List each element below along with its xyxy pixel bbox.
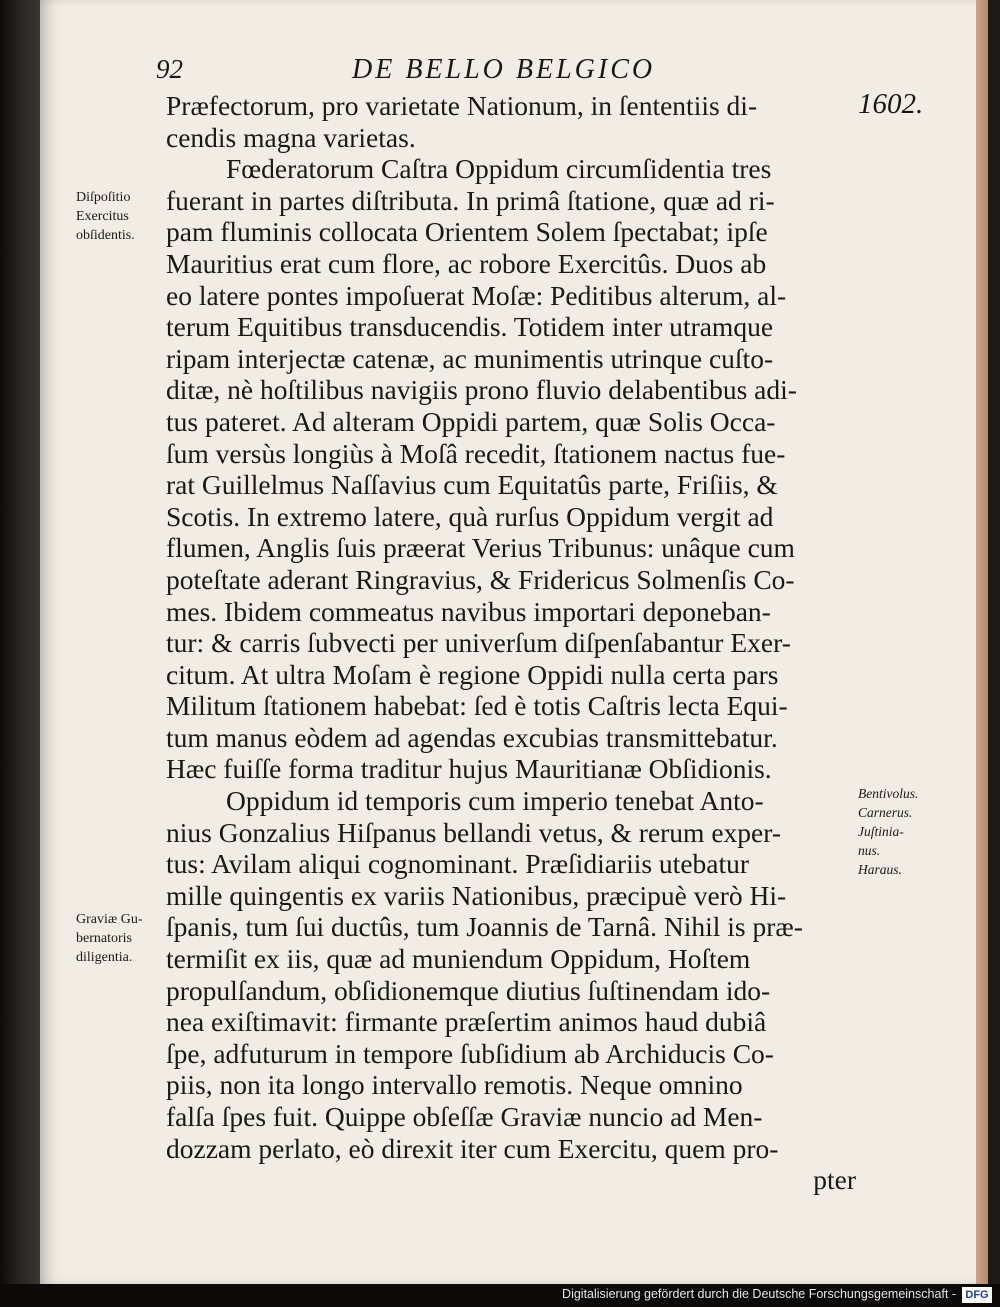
text-line: nius Gonzalius Hiſpanus bellandi vetus, & rerum exper- <box>166 816 782 848</box>
text-line: eo latere pontes impoſuerat Moſæ: Peditibus alterum, al- <box>166 279 787 311</box>
marginal-note-dispositio <box>76 188 135 245</box>
marginal-line: Haraus. <box>858 862 902 877</box>
body-text <box>166 90 856 1196</box>
text-line: ſpe, adfuturum in tempore ſubſidium ab Archiducis Co- <box>166 1037 774 1069</box>
marginal-line: obſidentis. <box>76 228 135 243</box>
text-line: ripam interjectæ catenæ, ac munimentis utrinque cuſto- <box>166 342 774 374</box>
text-line: nea exiſtimavit: firmante præſertim animos haud dubiâ <box>166 1006 767 1038</box>
text-line: Scotis. In extremo latere, quà rurſus Oppidum vergit ad <box>166 500 774 532</box>
text-line: citum. At ultra Moſam è regione Oppidi nulla certa pars <box>166 658 779 690</box>
text-line: tus: Avilam aliqui cognominant. Præſidiariis utebatur <box>166 848 750 880</box>
text-line: dozzam perlato, eò direxit iter cum Exercitu, quem pro- <box>166 1132 779 1164</box>
page-number: 92 <box>156 54 183 84</box>
text-line: piis, non ita longo intervallo remotis. Neque omnino <box>166 1069 743 1101</box>
text-line: Præfectorum, pro varietate Nationum, in ſententiis di- <box>166 90 758 121</box>
text-line: ſum versùs longiùs à Moſâ recedit, ſtationem nactus fue- <box>166 437 786 469</box>
text-line: tus pateret. Ad alteram Oppidi partem, quæ Solis Occa- <box>166 405 776 437</box>
year-marginal: 1602. <box>858 88 924 120</box>
text-line: Fœderatorum Caſtra Oppidum circumſidentia tres <box>226 153 772 185</box>
text-line: termiſit ex iis, quæ ad muniendum Oppidum, Hoſtem <box>166 943 751 975</box>
text-line: Militum ſtationem habebat: ſed è totis Caſtris lecta Equi- <box>166 690 788 722</box>
marginal-line: Bentivolus. <box>858 786 919 801</box>
marginal-line: Diſpoſitio <box>76 190 131 205</box>
footer-credit: Digitalisierung gefördert durch die Deutsche Forschungsgemeinschaft - <box>562 1287 956 1301</box>
marginal-line: Graviæ Gu- <box>76 912 143 927</box>
text-line: tum manus eòdem ad agendas excubias transmittebatur. <box>166 721 778 753</box>
marginal-note-names <box>858 784 918 879</box>
text-line: pam fluminis collocata Orientem Solem ſpectabat; ipſe <box>166 216 768 248</box>
dfg-logo-icon: DFG <box>962 1287 992 1303</box>
book-binding-edge <box>0 0 40 1307</box>
marginal-line: Juſtinia- <box>858 824 904 839</box>
text-line: flumen, Anglis ſuis præerat Verius Tribunus: unâque cum <box>166 532 795 564</box>
marginal-line: nus. <box>858 843 881 858</box>
text-line: ditæ, nè hoſtilibus navigiis prono fluvio delabentibus adi- <box>166 374 797 406</box>
marginal-line: Carnerus. <box>858 805 913 820</box>
text-line: tur: & carris ſubvecti per univerſum diſpenſabantur Exer- <box>166 627 791 659</box>
digitization-footer <box>0 1284 1000 1307</box>
text-line: cendis magna varietas. <box>166 121 416 153</box>
running-title: DE BELLO BELGICO <box>352 54 656 85</box>
page-header <box>0 50 1000 90</box>
text-line: falſa ſpes fuit. Quippe obſeſſæ Graviæ nuncio ad Men- <box>166 1101 763 1132</box>
text-line: ſpanis, tum ſui ductûs, tum Joannis de Tarnâ. Nihil is præ- <box>166 911 803 943</box>
text-line: mes. Ibidem commeatus navibus importari deponeban- <box>166 595 771 627</box>
text-line: terum Equitibus transducendis. Totidem inter utramque <box>166 311 774 343</box>
page-edge <box>976 0 988 1284</box>
text-line: Mauritius erat cum flore, ac robore Exercitûs. Duos ab <box>166 247 767 279</box>
text-line: rat Guillelmus Naſſavius cum Equitatûs parte, Friſiis, & <box>166 469 778 501</box>
text-line: fuerant in partes diſtributa. In primâ ſtatione, quæ ad ri- <box>166 184 775 216</box>
catchword: pter <box>813 1164 856 1196</box>
marginal-line: Exercitus <box>76 209 129 224</box>
text-line: Oppidum id temporis cum imperio tenebat Anto- <box>226 785 764 817</box>
text-line: propulſandum, obſidionemque diutius ſuſtinendam ido- <box>166 974 771 1006</box>
marginal-line: bernatoris <box>76 931 132 946</box>
text-line: Hæc fuiſſe forma traditur hujus Mauritianæ Obſidionis. <box>166 753 772 785</box>
marginal-line: diligentia. <box>76 950 133 965</box>
text-line: mille quingentis ex variis Nationibus, præcipuè verò Hi- <box>166 879 787 911</box>
text-line: poteſtate aderant Ringravius, & Fridericus Solmenſis Co- <box>166 563 795 595</box>
marginal-note-graviae <box>76 910 143 967</box>
